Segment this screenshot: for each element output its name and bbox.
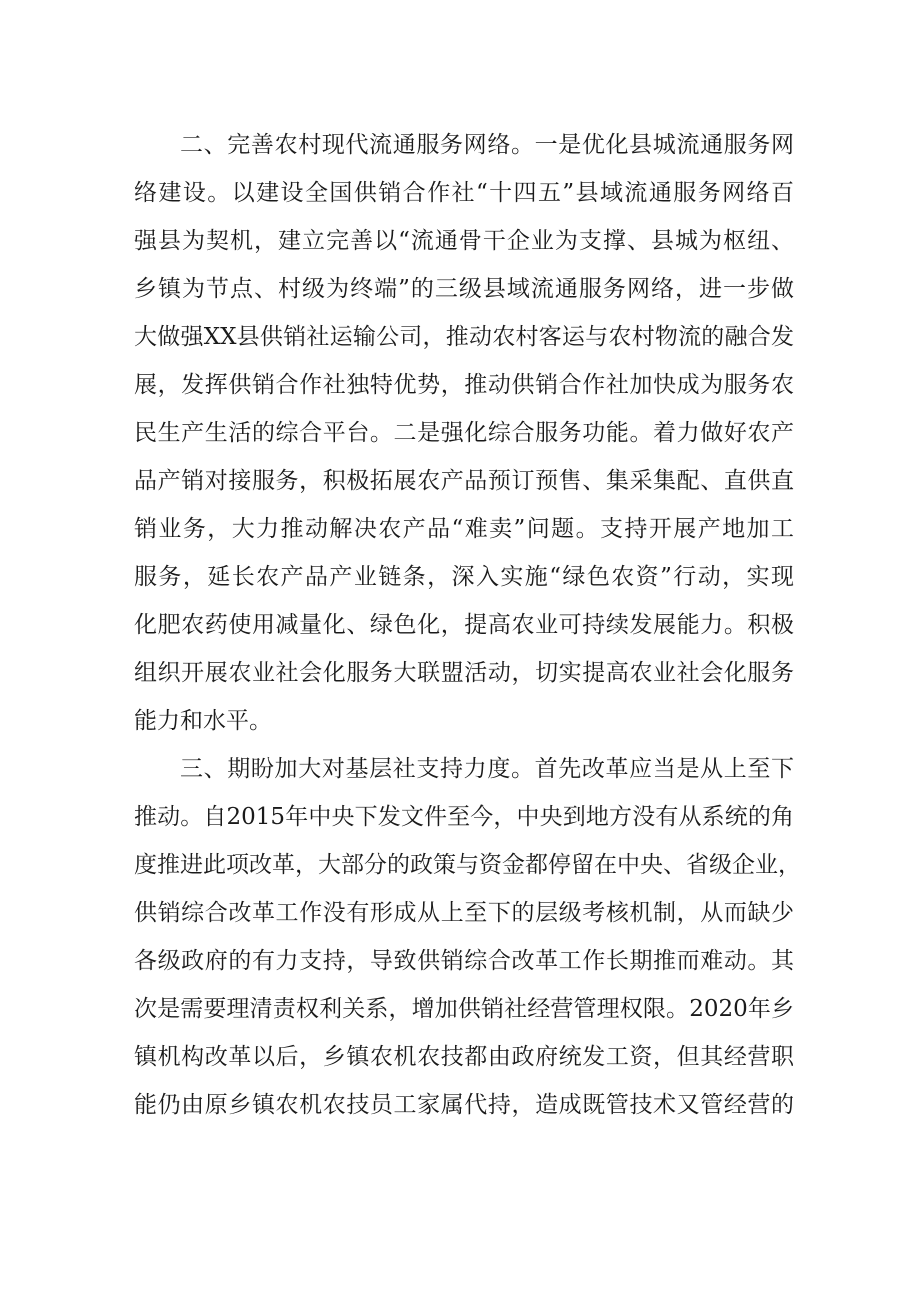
text-line: 大做强XX县供销社运输公司，推动农村客运与农村物流的融合发 <box>134 324 794 350</box>
text-line: 强县为契机，建立完善以“流通骨干企业为支撑、县城为枢纽、 <box>134 228 794 254</box>
text-line: 民生产生活的综合平台。二是强化综合服务功能。着力做好农产 <box>134 420 794 446</box>
text-line: 推动。自2015年中央下发文件至今，中央到地方没有从系统的角 <box>134 804 794 830</box>
text-line: 乡镇为节点、村级为终端”的三级县域流通服务网络，进一步做 <box>134 276 794 302</box>
text-line: 镇机构改革以后，乡镇农机农技都由政府统发工资，但其经营职 <box>134 1044 794 1070</box>
text-line: 化肥农药使用减量化、绿色化，提高农业可持续发展能力。积极 <box>134 612 794 638</box>
text-line: 能仍由原乡镇农机农技员工家属代持，造成既管技术又管经营的 <box>134 1092 794 1118</box>
text-line: 组织开展农业社会化服务大联盟活动，切实提高农业社会化服务 <box>134 660 794 686</box>
text-line: 销业务，大力推动解决农产品“难卖”问题。支持开展产地加工 <box>134 516 794 542</box>
text-line: 服务，延长农产品产业链条，深入实施“绿色农资”行动，实现 <box>134 564 794 590</box>
paragraph-grassroots-support <box>134 745 801 1129</box>
paragraph-distribution-network <box>134 121 794 745</box>
text-line: 供销综合改革工作没有形成从上至下的层级考核机制，从而缺少 <box>134 900 794 926</box>
text-line: 品产销对接服务，积极拓展农产品预订预售、集采集配、直供直 <box>134 468 794 494</box>
text-line: 络建设。以建设全国供销合作社“十四五”县域流通服务网络百 <box>134 180 794 206</box>
text-line: 次是需要理清责权利关系，增加供销社经营管理权限。2020年乡 <box>134 996 794 1022</box>
text-line: 三、期盼加大对基层社支持力度。首先改革应当是从上至下 <box>180 756 794 782</box>
text-line: 展，发挥供销合作社独特优势，推动供销合作社加快成为服务农 <box>134 372 794 398</box>
text-line: 度推进此项改革，大部分的政策与资金都停留在中央、省级企业， <box>134 852 801 878</box>
text-line: 能力和水平。 <box>134 708 272 734</box>
text-line: 二、完善农村现代流通服务网络。一是优化县城流通服务网 <box>180 132 794 158</box>
text-line: 各级政府的有力支持，导致供销综合改革工作长期推而难动。其 <box>134 948 794 974</box>
